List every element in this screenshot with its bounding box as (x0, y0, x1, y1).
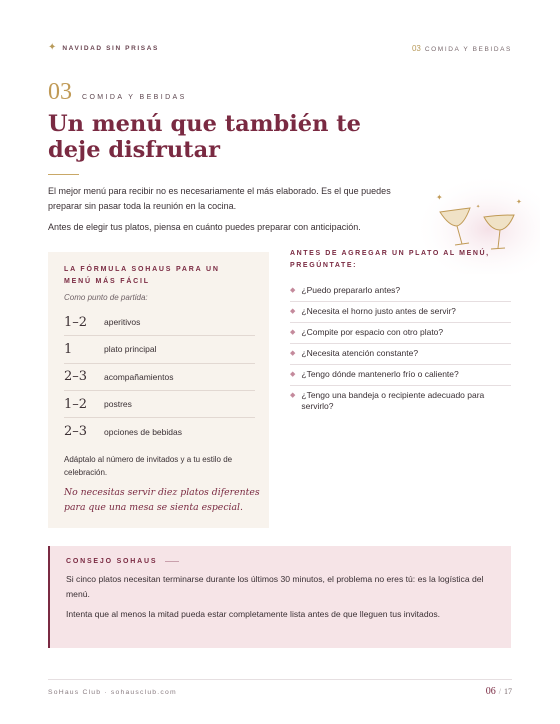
questions-list (290, 281, 511, 417)
chapter-label: NAVIDAD SIN PRISAS (62, 44, 159, 52)
footer (48, 686, 512, 697)
page-current: 06 (485, 686, 496, 697)
section-label: COMIDA Y BEBIDAS (82, 94, 187, 101)
header-section-number: 03 (411, 43, 421, 53)
page-total: 17 (504, 687, 512, 696)
formula-row (64, 336, 255, 363)
diamond-bullet-icon: ◆ (290, 392, 296, 399)
formula-note: Adáptalo al número de invitados y a tu estilo de celebración. (64, 455, 233, 478)
svg-text:✦: ✦ (476, 204, 481, 210)
tip-header (66, 558, 495, 565)
page-separator: / (498, 687, 501, 696)
formula-item-label: plato principal (104, 344, 157, 355)
questions-title: ANTES DE AGREGAR UN PLATO AL MENÚ, PREGÚNTATE: (290, 250, 490, 269)
list-item (290, 281, 511, 302)
section-heading (48, 79, 187, 105)
formula-subtitle: Como punto de partida: (64, 293, 148, 302)
running-header (48, 42, 512, 54)
formula-quantity: 1 (64, 341, 73, 357)
question-text: ¿Tengo una bandeja o recipiente adecuado para servirlo? (301, 390, 485, 411)
formula-row (64, 418, 255, 445)
formula-item-label: postres (104, 399, 132, 410)
list-item (290, 365, 511, 386)
footer-divider (48, 679, 512, 680)
formula-list (64, 309, 255, 445)
question-text: ¿Puedo prepararlo antes? (301, 285, 401, 295)
tip-paragraph-2: Intenta que al menos la mitad pueda estar completamente lista antes de que lleguen tus invitados. (66, 609, 441, 619)
tip-paragraph-1: Si cinco platos necesitan terminarse durante los últimos 30 minutos, el problema no eres tú: es la logística del menú. (66, 574, 484, 599)
formula-quantity: 1–2 (64, 396, 88, 412)
list-item (290, 302, 511, 323)
svg-text:✦: ✦ (436, 193, 443, 202)
list-item (290, 344, 511, 365)
tip-box (48, 546, 511, 648)
page-title: Un menú que también te deje disfrutar (48, 111, 362, 163)
section-number: 03 (48, 79, 72, 105)
question-text: ¿Tengo dónde mantenerlo frío o caliente? (301, 369, 459, 379)
page-number (486, 686, 512, 697)
formula-row (64, 364, 255, 391)
sparkle-icon: ✦ (48, 42, 57, 53)
diamond-bullet-icon: ◆ (290, 287, 296, 294)
list-item (290, 386, 511, 417)
tip-title: CONSEJO SOHAUS (66, 558, 158, 565)
intro-paragraph-2: Antes de elegir tus platos, piensa en cuánto puedes preparar con anticipación. (48, 222, 361, 232)
running-header-left (48, 43, 159, 53)
question-text: ¿Compite por espacio con otro plato? (301, 327, 444, 337)
intro-paragraph-1: El mejor menú para recibir no es necesariamente el más elaborado. Es el que puedes preparar sin pasar toda la reunión en la cocina. (48, 186, 391, 211)
svg-text:✦: ✦ (516, 198, 522, 206)
questions-block (290, 248, 511, 417)
formula-item-label: opciones de bebidas (104, 426, 182, 437)
diamond-bullet-icon: ◆ (290, 308, 296, 315)
formula-item-label: aperitivos (104, 317, 141, 328)
question-text: ¿Necesita atención constante? (301, 348, 419, 358)
question-text: ¿Necesita el horno justo antes de servir? (301, 306, 456, 316)
header-section-label: COMIDA Y BEBIDAS (424, 45, 512, 53)
formula-row (64, 391, 255, 418)
formula-card (48, 252, 269, 528)
title-divider (48, 174, 79, 175)
diamond-bullet-icon: ◆ (290, 329, 296, 336)
diamond-bullet-icon: ◆ (290, 350, 296, 357)
formula-quote: No necesitas servir diez platos diferentes para que una mesa se sienta especial. (64, 487, 260, 513)
tip-title-rule (165, 561, 179, 562)
footer-brand: SoHaus Club · sohausclub.com (48, 689, 177, 696)
formula-quantity: 1–2 (64, 314, 88, 330)
diamond-bullet-icon: ◆ (290, 371, 296, 378)
formula-row (64, 309, 255, 336)
formula-title: LA FÓRMULA SOHAUS PARA UN MENÚ MÁS FÁCIL (64, 266, 220, 285)
list-item (290, 323, 511, 344)
formula-item-label: acompañamientos (104, 371, 174, 382)
formula-quantity: 2–3 (64, 424, 88, 440)
running-header-right (412, 44, 512, 53)
formula-quantity: 2–3 (64, 369, 88, 385)
